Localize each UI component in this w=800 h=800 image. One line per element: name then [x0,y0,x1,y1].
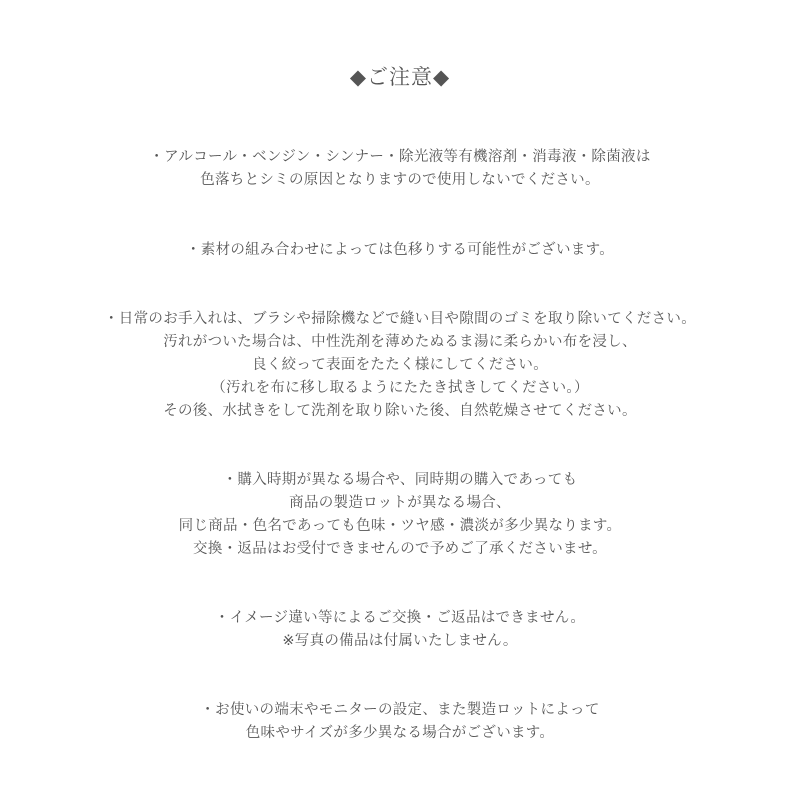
notice-line: 商品の製造ロットが異なる場合、 [289,495,511,511]
notice-line: 同じ商品・色名であっても色味・ツヤ感・濃淡が多少異なります。 [178,518,622,534]
notice-line: （汚れを布に移し取るようにたたき拭きしてください。） [211,380,589,396]
notice-block-color-transfer [0,239,800,262]
page-title: ◆ご注意◆ [349,65,451,89]
notice-block-solvents [0,146,800,192]
notice-line: 汚れがついた場合は、中性洗剤を薄めたぬるま湯に柔らかい布を浸し、 [163,334,637,350]
notice-block-care [0,308,800,423]
notice-line: ・素材の組み合わせによっては色移りする可能性がございます。 [185,242,615,258]
notice-line: 交換・返品はお受付できませんので予めご了承くださいませ。 [193,541,607,557]
notice-block-lot-variation [0,469,800,561]
notice-line: ・アルコール・ベンジン・シンナー・除光液等有機溶剤・消毒液・除菌液は [149,149,651,165]
notice-line: 色落ちとシミの原因となりますので使用しないでください。 [200,172,600,188]
notice-line: 良く絞って表面をたたく様にしてください。 [252,357,548,373]
notice-line: その後、水拭きをして洗剤を取り除いた後、自然乾燥させてください。 [163,403,637,419]
notice-line: ※写真の備品は付属いたしません。 [282,633,518,649]
notice-line: ・日常のお手入れは、ブラシや掃除機などで縫い目や隙間のゴミを取り除いてください。 [104,311,696,327]
notice-line: ・お使いの端末やモニターの設定、また製造ロットによって [200,702,600,718]
notice-line: ・イメージ違い等によるご交換・ご返品はできません。 [214,610,586,626]
notice-block-display-variation [0,699,800,745]
notice-block-returns [0,607,800,653]
notice-line: ・購入時期が異なる場合や、同時期の購入であっても [222,472,578,488]
notice-line: 色味やサイズが多少異なる場合がございます。 [245,725,555,741]
